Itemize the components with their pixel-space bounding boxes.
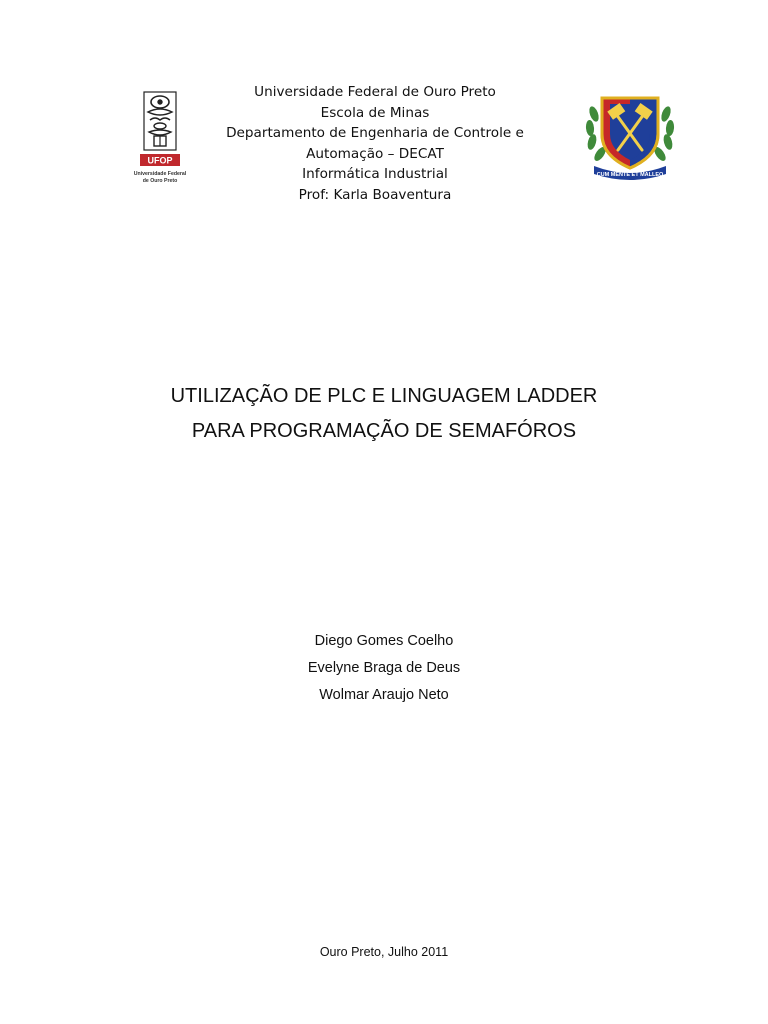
header-department-cont: Automação – DECAT (306, 145, 444, 162)
escola-de-minas-crest (580, 84, 680, 184)
ufop-monument-icon (144, 92, 176, 150)
crest-motto: CUM MENTE ET MALLEO (596, 172, 664, 178)
header-professor: Prof: Karla Boaventura (298, 186, 452, 203)
place-and-date: Ouro Preto, Julho 2011 (319, 945, 449, 959)
document-title-line2: PARA PROGRAMAÇÃO DE SEMAFÓROS (191, 420, 577, 442)
header-course: Informática Industrial (302, 166, 448, 183)
institution-header (180, 82, 570, 206)
author-name: Evelyne Braga de Deus (307, 660, 461, 676)
author-name: Diego Gomes Coelho (314, 633, 454, 649)
ufop-caption-line2: de Ouro Preto (142, 178, 178, 184)
header-university: Universidade Federal de Ouro Preto (254, 84, 496, 100)
ufop-caption-line1: Universidade Federal (133, 171, 187, 177)
header-department: Departamento de Engenharia de Controle e (226, 125, 524, 142)
header-school: Escola de Minas (320, 104, 430, 121)
ufop-acronym: UFOP (147, 155, 173, 166)
author-list (184, 628, 584, 709)
document-title-line1: UTILIZAÇÃO DE PLC E LINGUAGEM LADDER (170, 385, 598, 407)
author-name: Wolmar Araujo Neto (319, 687, 449, 703)
